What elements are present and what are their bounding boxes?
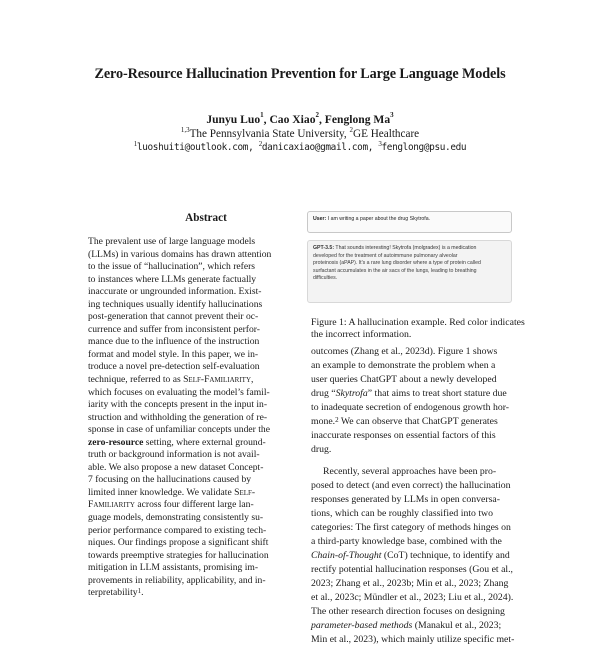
author-emails (0, 142, 600, 153)
text-line: responses generated by LLMs in open conversa- (311, 494, 500, 505)
text-line: categories: The first category of methods hinges on (311, 522, 511, 533)
text-line: posed to detect (and even correct) the hallucination (311, 480, 511, 491)
affil-sup: 1,3 (180, 126, 190, 134)
text-line: Recently, several approaches have been pro- (323, 466, 497, 477)
text-line: towards preemptive strategies for hallucination (88, 549, 269, 561)
email-sup: 2 (258, 140, 262, 148)
text-line: perior performance compared to existing tech- (88, 524, 267, 536)
text-line: inaccurate or ungrounded information. Exist- (88, 286, 262, 298)
author-list: Junyu Luo$^1$, Cao Xiao$^2$, Fenglong Ma$^3$ (206, 111, 394, 126)
text-run: . (141, 587, 144, 599)
text-line: currence and suffer from inconsistent perfor- (88, 323, 260, 335)
figure-1 (305, 209, 516, 309)
text-line: which focuses on evaluating the model’s famil- (88, 386, 270, 398)
text-line (88, 487, 288, 500)
text-line: et al., 2023c; Mündler et al., 2023; Liu et al., 2024). (311, 592, 514, 603)
text-line: sponse in case of unfamiliar concepts under the (88, 424, 270, 436)
text-line (88, 499, 288, 512)
text-line: guage models, demonstrating consistently su- (88, 512, 264, 524)
email-sup: 3 (378, 140, 382, 148)
text-run: mone. (311, 416, 336, 427)
text-line: iarity with the concepts present in the input in- (88, 399, 268, 411)
assistant-line: developed for the treatment of autoimmune pulmonary alveolar (313, 252, 458, 259)
text-line: Min et al., 2023), which mainly utilize specific met- (311, 634, 515, 645)
text-line: struction and withholding the generation of re- (88, 411, 268, 423)
author-sup: 1 (260, 111, 264, 119)
author-name: Fenglong Ma (324, 113, 391, 126)
method-name: Familiarity (88, 499, 135, 511)
text-line: niques. Our findings propose a significant shift (88, 537, 269, 549)
text-run: setting, where external ground- (143, 436, 266, 448)
method-name: Self- (234, 486, 256, 498)
abstract-heading: Abstract (185, 212, 227, 224)
text-run: We can observe that ChatGPT generates (338, 416, 498, 427)
text-run: across four different large lan- (134, 499, 254, 511)
text-line: (LLMs) in various domains has drawn attention (88, 248, 272, 260)
text-line: 2023; Zhang et al., 2023b; Min et al., 2023; Zhang (311, 578, 509, 589)
italic-term: Chain-of-Thought (311, 550, 382, 561)
text-line: user queries ChatGPT about a newly developed (311, 374, 497, 385)
paragraph-gap (311, 457, 527, 465)
email-sup: 1 (133, 140, 137, 148)
footnote-mark[interactable]: 2 (335, 416, 339, 424)
affil-text: The Pennsylvania State University, (189, 128, 350, 140)
drug-name: Skytrofa (335, 388, 368, 399)
text-line: post-generation that cannot prevent their oc- (88, 311, 259, 323)
text-line: 7 focusing on the hallucinations caused by (88, 474, 252, 486)
assistant-line (313, 245, 506, 253)
italic-term: parameter-based methods (311, 620, 413, 631)
user-message-bubble (307, 211, 512, 233)
author-name: Junyu Luo (206, 113, 261, 126)
text-run: terpretability (88, 587, 138, 599)
text-line (311, 549, 527, 563)
text-line (88, 437, 288, 450)
text-line (311, 415, 527, 429)
assistant-line: surfactant accumulates in the air sacs of the lungs, leading to breathing (313, 267, 477, 274)
caption-line: the incorrect information. (311, 329, 412, 341)
text-line: The prevalent use of large language models (88, 236, 256, 247)
right-column-body (311, 345, 527, 647)
text-run: (CoT) technique, to identify and (381, 550, 510, 561)
assistant-line: difficulties. (313, 275, 338, 282)
text-line (88, 587, 288, 600)
text-line (311, 387, 527, 401)
bold-term: zero-resource (88, 436, 144, 448)
text-line: troduce a novel pre-detection self-evaluation (88, 361, 260, 373)
abstract-body (88, 236, 288, 600)
text-line: mance due to the influence of the instruction (88, 336, 260, 348)
text-run: (Manakul et al., 2023; (412, 620, 502, 631)
author-name: Cao Xiao (269, 113, 316, 126)
email-link[interactable]: luoshuiti@outlook.com, (136, 142, 259, 153)
author-sup: 3 (390, 111, 394, 119)
caption-line: Figure 1: A hallucination example. Red color indicates (311, 317, 525, 328)
text-line: provements in reliability, applicability, and in- (88, 574, 266, 586)
text-line: able. We also propose a new dataset Concept- (88, 461, 264, 473)
text-run: limited inner knowledge. We validate (88, 486, 235, 498)
figure-caption (311, 317, 526, 341)
assistant-label: GPT-3.5: (313, 245, 335, 251)
footnote-mark[interactable]: 1 (137, 587, 142, 596)
text-line: tions, which can be roughly classified into two (311, 508, 493, 519)
text-line: rectify potential hallucination responses (Gou et al., (311, 564, 513, 575)
text-line: truth or background information is not avail- (88, 449, 260, 461)
text-line: an example to demonstrate the problem when a (311, 360, 496, 371)
text-line (88, 374, 288, 387)
affil-sup: 2 (349, 126, 353, 134)
assistant-text: That sounds interesting! Skytrofa (molgradex) is a medication (334, 245, 477, 251)
user-label: User: (313, 216, 327, 222)
text-line: format and model style. In this paper, we in- (88, 348, 259, 360)
paper-title: Zero-Resource Hallucination Prevention for Large Language Models (94, 66, 506, 82)
assistant-message-bubble (307, 240, 512, 303)
author-sup: 2 (315, 111, 319, 119)
text-line: to the issue of “hallucination”, which refers (88, 261, 256, 273)
text-run: ” that aims to treat short stature due (367, 388, 507, 399)
assistant-line: proteinosis (aPAP). It's a rare lung disorder where a type of protein called (313, 260, 481, 267)
text-line (311, 619, 527, 633)
affil-text: GE Healthcare (353, 128, 420, 140)
text-line: a third-party knowledge base, combined with the (311, 536, 502, 547)
text-line: The other research direction focuses on designing (311, 606, 505, 617)
email-link[interactable]: danicaxiao@gmail.com, (261, 142, 379, 153)
text-run: drug “ (311, 388, 336, 399)
text-line: ing techniques usually identify hallucinations (88, 298, 263, 310)
method-name: Self-Familiarity, (183, 374, 254, 386)
user-message-text: I am writing a paper about the drug Skytrofa. (326, 216, 431, 222)
text-line: drug. (311, 444, 332, 455)
text-run: technique, referred to as (88, 374, 184, 386)
text-line: to inadequate secretion of endogenous growth hor- (311, 402, 509, 413)
email-link[interactable]: fenglong@psu.edu (381, 142, 467, 153)
affiliations (0, 128, 600, 140)
text-line: inaccurate responses on essential factors of this (311, 430, 496, 441)
text-line: to instances where LLMs generate factually (88, 273, 257, 285)
text-line: outcomes (Zhang et al., 2023d). Figure 1 shows (311, 346, 498, 357)
text-line: mitigation in LLM assistants, promising im- (88, 562, 259, 574)
